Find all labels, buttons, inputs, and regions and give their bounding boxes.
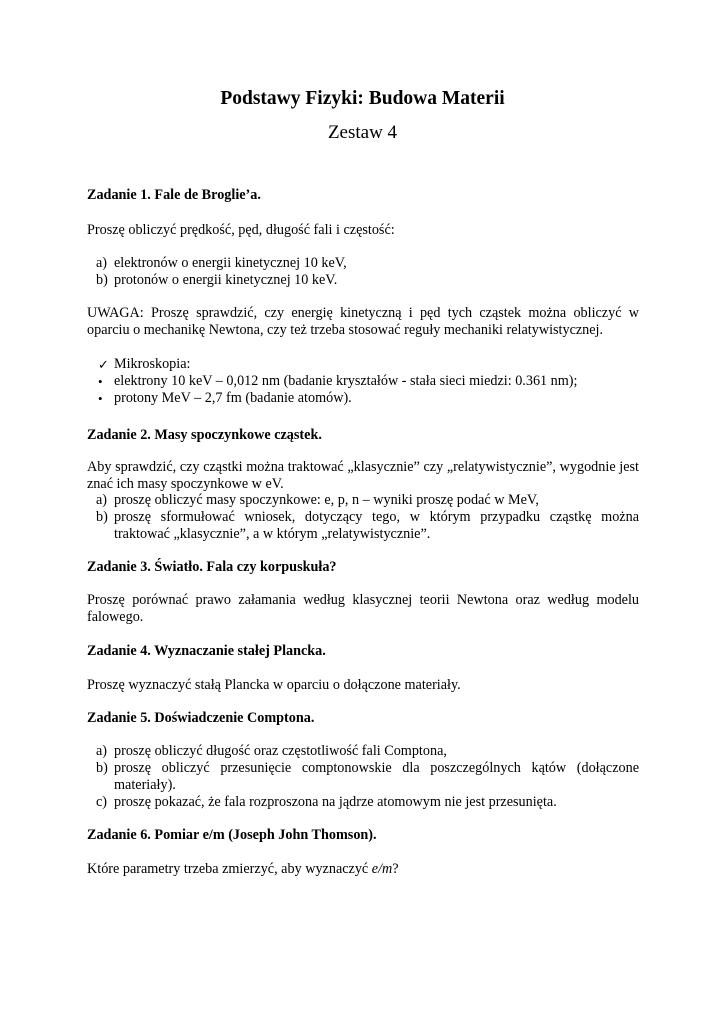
list-item-text: proszę pokazać, że fala rozproszona na jądrze atomowym nie jest przesunięta. bbox=[114, 794, 557, 810]
list-marker: a) bbox=[96, 743, 108, 759]
document-title: Podstawy Fizyki: Budowa Materii bbox=[220, 88, 505, 109]
list-item bbox=[87, 272, 639, 289]
list-marker: b) bbox=[96, 509, 108, 525]
list-item-text: protonów o energii kinetycznej 10 keV. bbox=[114, 272, 338, 288]
task2-heading: Zadanie 2. Masy spoczynkowe cząstek. bbox=[87, 427, 322, 443]
task5-heading: Zadanie 5. Doświadczenie Comptona. bbox=[87, 710, 315, 726]
list-marker: c) bbox=[96, 794, 108, 810]
task4-heading: Zadanie 4. Wyznaczanie stałej Plancka. bbox=[87, 643, 326, 659]
list-marker: b) bbox=[96, 760, 108, 776]
list-item bbox=[87, 390, 639, 407]
task3-text: Proszę porównać prawo załamania według klasycznej teorii Newtona oraz według modelu falowego. bbox=[87, 592, 639, 625]
bullet-icon: • bbox=[98, 391, 103, 406]
task6-text bbox=[87, 861, 639, 878]
task1-bullets bbox=[87, 356, 639, 407]
task2-intro: Aby sprawdzić, czy cząstki można traktować „klasycznie” czy „relatywistycznie”, wygodnie jest znać ich masy spoczynkowe w eV. bbox=[87, 459, 639, 492]
list-item-text: elektrony 10 keV – 0,012 nm (badanie kryształów - stała sieci miedzi: 0.361 nm); bbox=[114, 373, 578, 389]
list-item-text: proszę obliczyć masy spoczynkowe: e, p, n – wyniki proszę podać w MeV, bbox=[114, 492, 539, 508]
task1-note: UWAGA: Proszę sprawdzić, czy energię kinetyczną i pęd tych cząstek można obliczyć w oparciu o mechanikę Newtona, czy też trzeba stosować reguły mechaniki relatywistycznej. bbox=[87, 305, 639, 338]
list-item-text: Mikroskopia: bbox=[114, 356, 191, 372]
list-marker: a) bbox=[96, 492, 108, 508]
list-item-text: proszę obliczyć długość oraz częstotliwość fali Comptona, bbox=[114, 743, 447, 759]
list-item bbox=[87, 492, 639, 509]
task1-list bbox=[87, 255, 639, 289]
list-item-text: protony MeV – 2,7 fm (badanie atomów). bbox=[114, 390, 352, 406]
list-marker: a) bbox=[96, 255, 108, 271]
list-item bbox=[87, 356, 639, 373]
bullet-icon: • bbox=[98, 374, 103, 389]
checkmark-icon: ✓ bbox=[98, 357, 109, 372]
task5-list bbox=[87, 743, 639, 811]
list-item bbox=[87, 509, 639, 543]
task6-text-before: Które parametry trzeba zmierzyć, aby wyznaczyć bbox=[87, 861, 372, 877]
task6-text-em: e/m bbox=[371, 861, 393, 877]
task2-list bbox=[87, 492, 639, 543]
list-item bbox=[87, 743, 639, 760]
task6-heading: Zadanie 6. Pomiar e/m (Joseph John Thomson). bbox=[87, 827, 377, 843]
list-marker: b) bbox=[96, 272, 108, 288]
list-item bbox=[87, 255, 639, 272]
task3-heading: Zadanie 3. Światło. Fala czy korpuskuła? bbox=[87, 559, 337, 575]
task6-text-after: ? bbox=[392, 861, 399, 877]
list-item bbox=[87, 794, 639, 811]
list-item bbox=[87, 373, 639, 390]
document-subtitle: Zestaw 4 bbox=[327, 122, 398, 143]
list-item-text: proszę sformułować wniosek, dotyczący tego, w którym przypadku cząstkę można traktować „klasycznie”, a w którym „relatywistycznie”. bbox=[114, 509, 639, 542]
task4-text: Proszę wyznaczyć stałą Plancka w oparciu o dołączone materiały. bbox=[87, 677, 461, 693]
list-item-text: elektronów o energii kinetycznej 10 keV, bbox=[114, 255, 347, 271]
task1-heading: Zadanie 1. Fale de Broglie’a. bbox=[87, 187, 261, 203]
list-item bbox=[87, 760, 639, 794]
task1-intro: Proszę obliczyć prędkość, pęd, długość fali i częstość: bbox=[87, 222, 395, 238]
list-item-text: proszę obliczyć przesunięcie comptonowskie dla poszczególnych kątów (dołączone materiały). bbox=[114, 760, 639, 793]
